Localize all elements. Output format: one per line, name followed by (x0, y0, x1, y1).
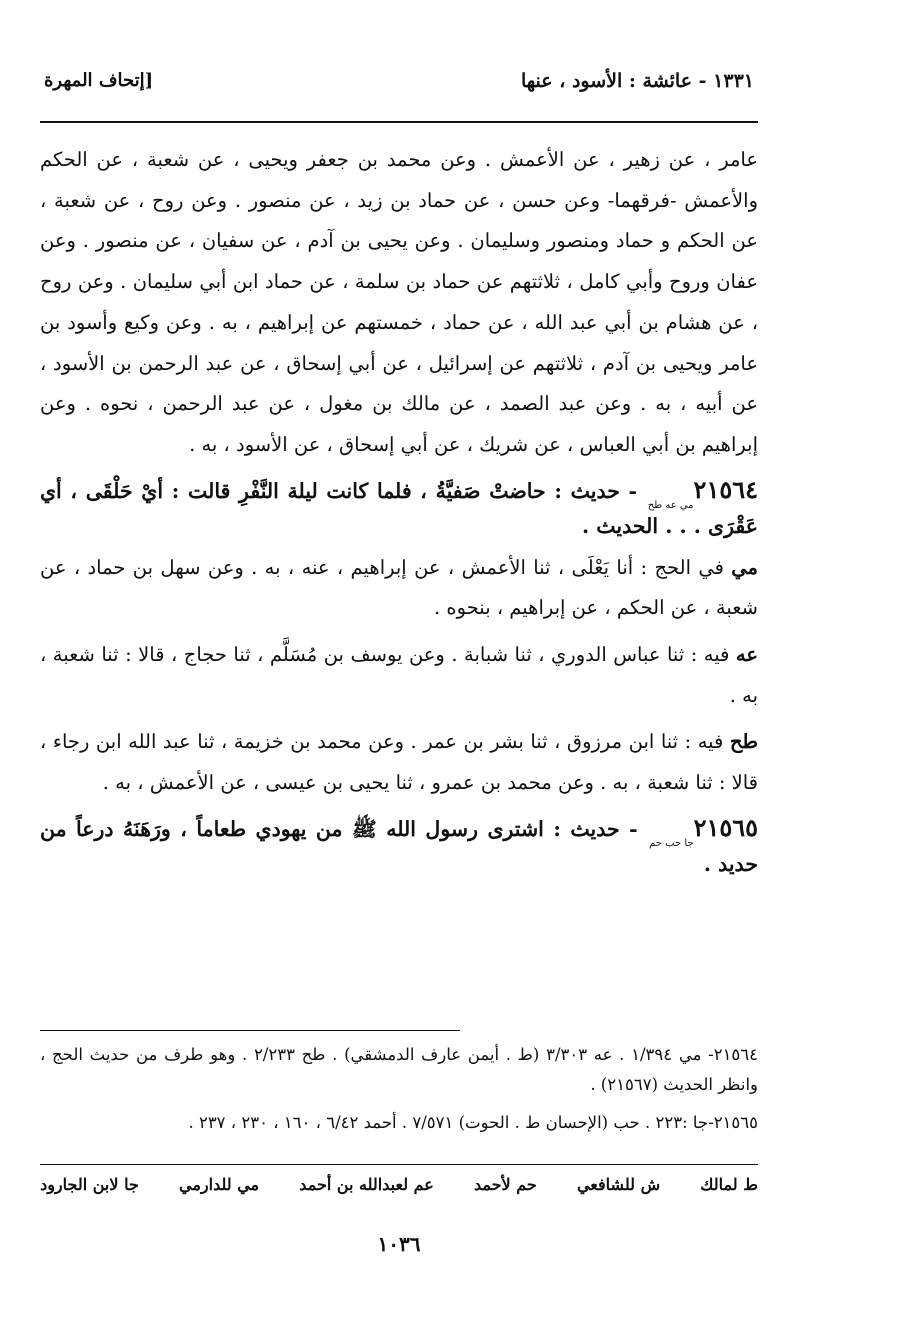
source-code: مي (731, 555, 758, 579)
hadith-sigla: جا حب حم (649, 837, 694, 849)
source-text: في الحج : أنا يَعْلَى ، ثنا الأعمش ، عن إبراهيم ، عنه ، به . وعن سهل بن حماد ، عن شعبة ، عن الحكم ، عن إبراهيم ، بنحوه . (40, 555, 758, 620)
legend-item: حم لأحمد (474, 1175, 537, 1194)
source-code: طح (729, 730, 758, 754)
header-rule (40, 121, 758, 123)
chapter-title: ١٣٣١ - عائشة : الأسود ، عنها (520, 70, 754, 92)
footnote-21565: ٢١٥٦٥-جا :٢٢٣ . حب (الإحسان ط . الحوت) ٧/٥٧١ . أحمد ٦/٤٢ ، ١٦٠ ، ٢٣٠ ، ٢٣٧ . (188, 1113, 758, 1132)
source-text: فيه : ثنا ابن مرزوق ، ثنا بشر بن عمر . وعن محمد بن خزيمة ، ثنا عبد الله ابن رجاء ، قالا : ثنا شعبة ، به . وعن محمد بن عمرو ، ثنا يحيى بن عيسى ، عن الأعمش ، به . (40, 730, 758, 795)
source-th (40, 722, 758, 803)
hadith-21564 (40, 474, 758, 542)
legend-item: جا لابن الجارود (40, 1175, 139, 1194)
hadith-sigla: مي عه طح (647, 499, 694, 511)
hadith-number: ٢١٥٦٤ (693, 474, 758, 504)
legend-item: ط لمالك (700, 1175, 758, 1194)
book-page (40, 0, 758, 1325)
source-ah (40, 635, 758, 716)
abbreviation-legend (40, 1175, 758, 1194)
legend-item: عم لعبدالله بن أحمد (299, 1175, 434, 1194)
hadith-21565 (40, 812, 758, 880)
legend-rule (40, 1164, 758, 1165)
footnote-21564: ٢١٥٦٤- مي ١/٣٩٤ . عه ٣/٣٠٣ (ط . أيمن عارف الدمشقي) . طح ٢/٢٣٣ . وهو طرف من حديث الحج ، وانظر الحديث (٢١٥٦٧) . (40, 1045, 759, 1094)
footnote-rule (40, 1030, 460, 1031)
isnad-paragraph: عامر ، عن زهير ، عن الأعمش . وعن محمد بن جعفر ويحيى ، عن شعبة ، عن الحكم والأعمش -فرقهما- وعن حسن ، عن حماد بن زيد ، عن منصور . وعن روح ، عن شعبة ، عن الحكم و حماد ومنصور وسليمان . وعن يحيى بن آدم ، عن سفيان ، عن منصور . وعن عفان وروح وأبي كامل ، ثلاثتهم عن حماد بن سلمة ، عن حماد ابن أبي سليمان . وعن روح ، عن هشام بن أبي عبد الله ، عن حماد ، خمستهم عن إبراهيم ، به . وعن وكيع وأسود بن عامر ويحيى بن آدم ، ثلاثتهم عن إسرائيل ، عن أبي إسحاق ، عن عبد الرحمن بن الأسود ، عن أبيه ، به . وعن عبد الصمد ، عن مالك بن مغول ، عن عبد الرحمن ، نحوه . وعن إبراهيم بن أبي العباس ، عن شريك ، عن أبي إسحاق ، عن الأسود ، به . (40, 148, 758, 456)
hadith-text: - حديث : اشترى رسول الله ﷺ من يهودي طعاماً ، ورَهَنَهُ درعاً من حديد . (40, 816, 758, 876)
running-header (40, 70, 758, 106)
legend-item: مي للدارمي (179, 1175, 260, 1194)
source-mi (40, 548, 758, 629)
legend-item: ش للشافعي (576, 1175, 661, 1194)
source-code: عه (735, 643, 758, 667)
source-text: فيه : ثنا عباس الدوري ، ثنا شبابة . وعن يوسف بن مُسَلَّم ، ثنا حجاج ، قالا : ثنا شعبة ، به . (40, 643, 758, 707)
hadith-number: ٢١٥٦٥ (693, 812, 759, 842)
main-text (40, 140, 758, 880)
page-number: ١٠٣٦ (377, 1232, 421, 1256)
book-title: [إتحاف المهرة (44, 70, 154, 91)
footnotes (40, 1040, 758, 1138)
hadith-text: - حديث : حاضتْ صَفيَّةُ ، فلما كانت ليلة النَّفْرِ قالت : أيْ حَلْقَى ، أي عَقْرَى . . . الحديث . (40, 478, 758, 538)
